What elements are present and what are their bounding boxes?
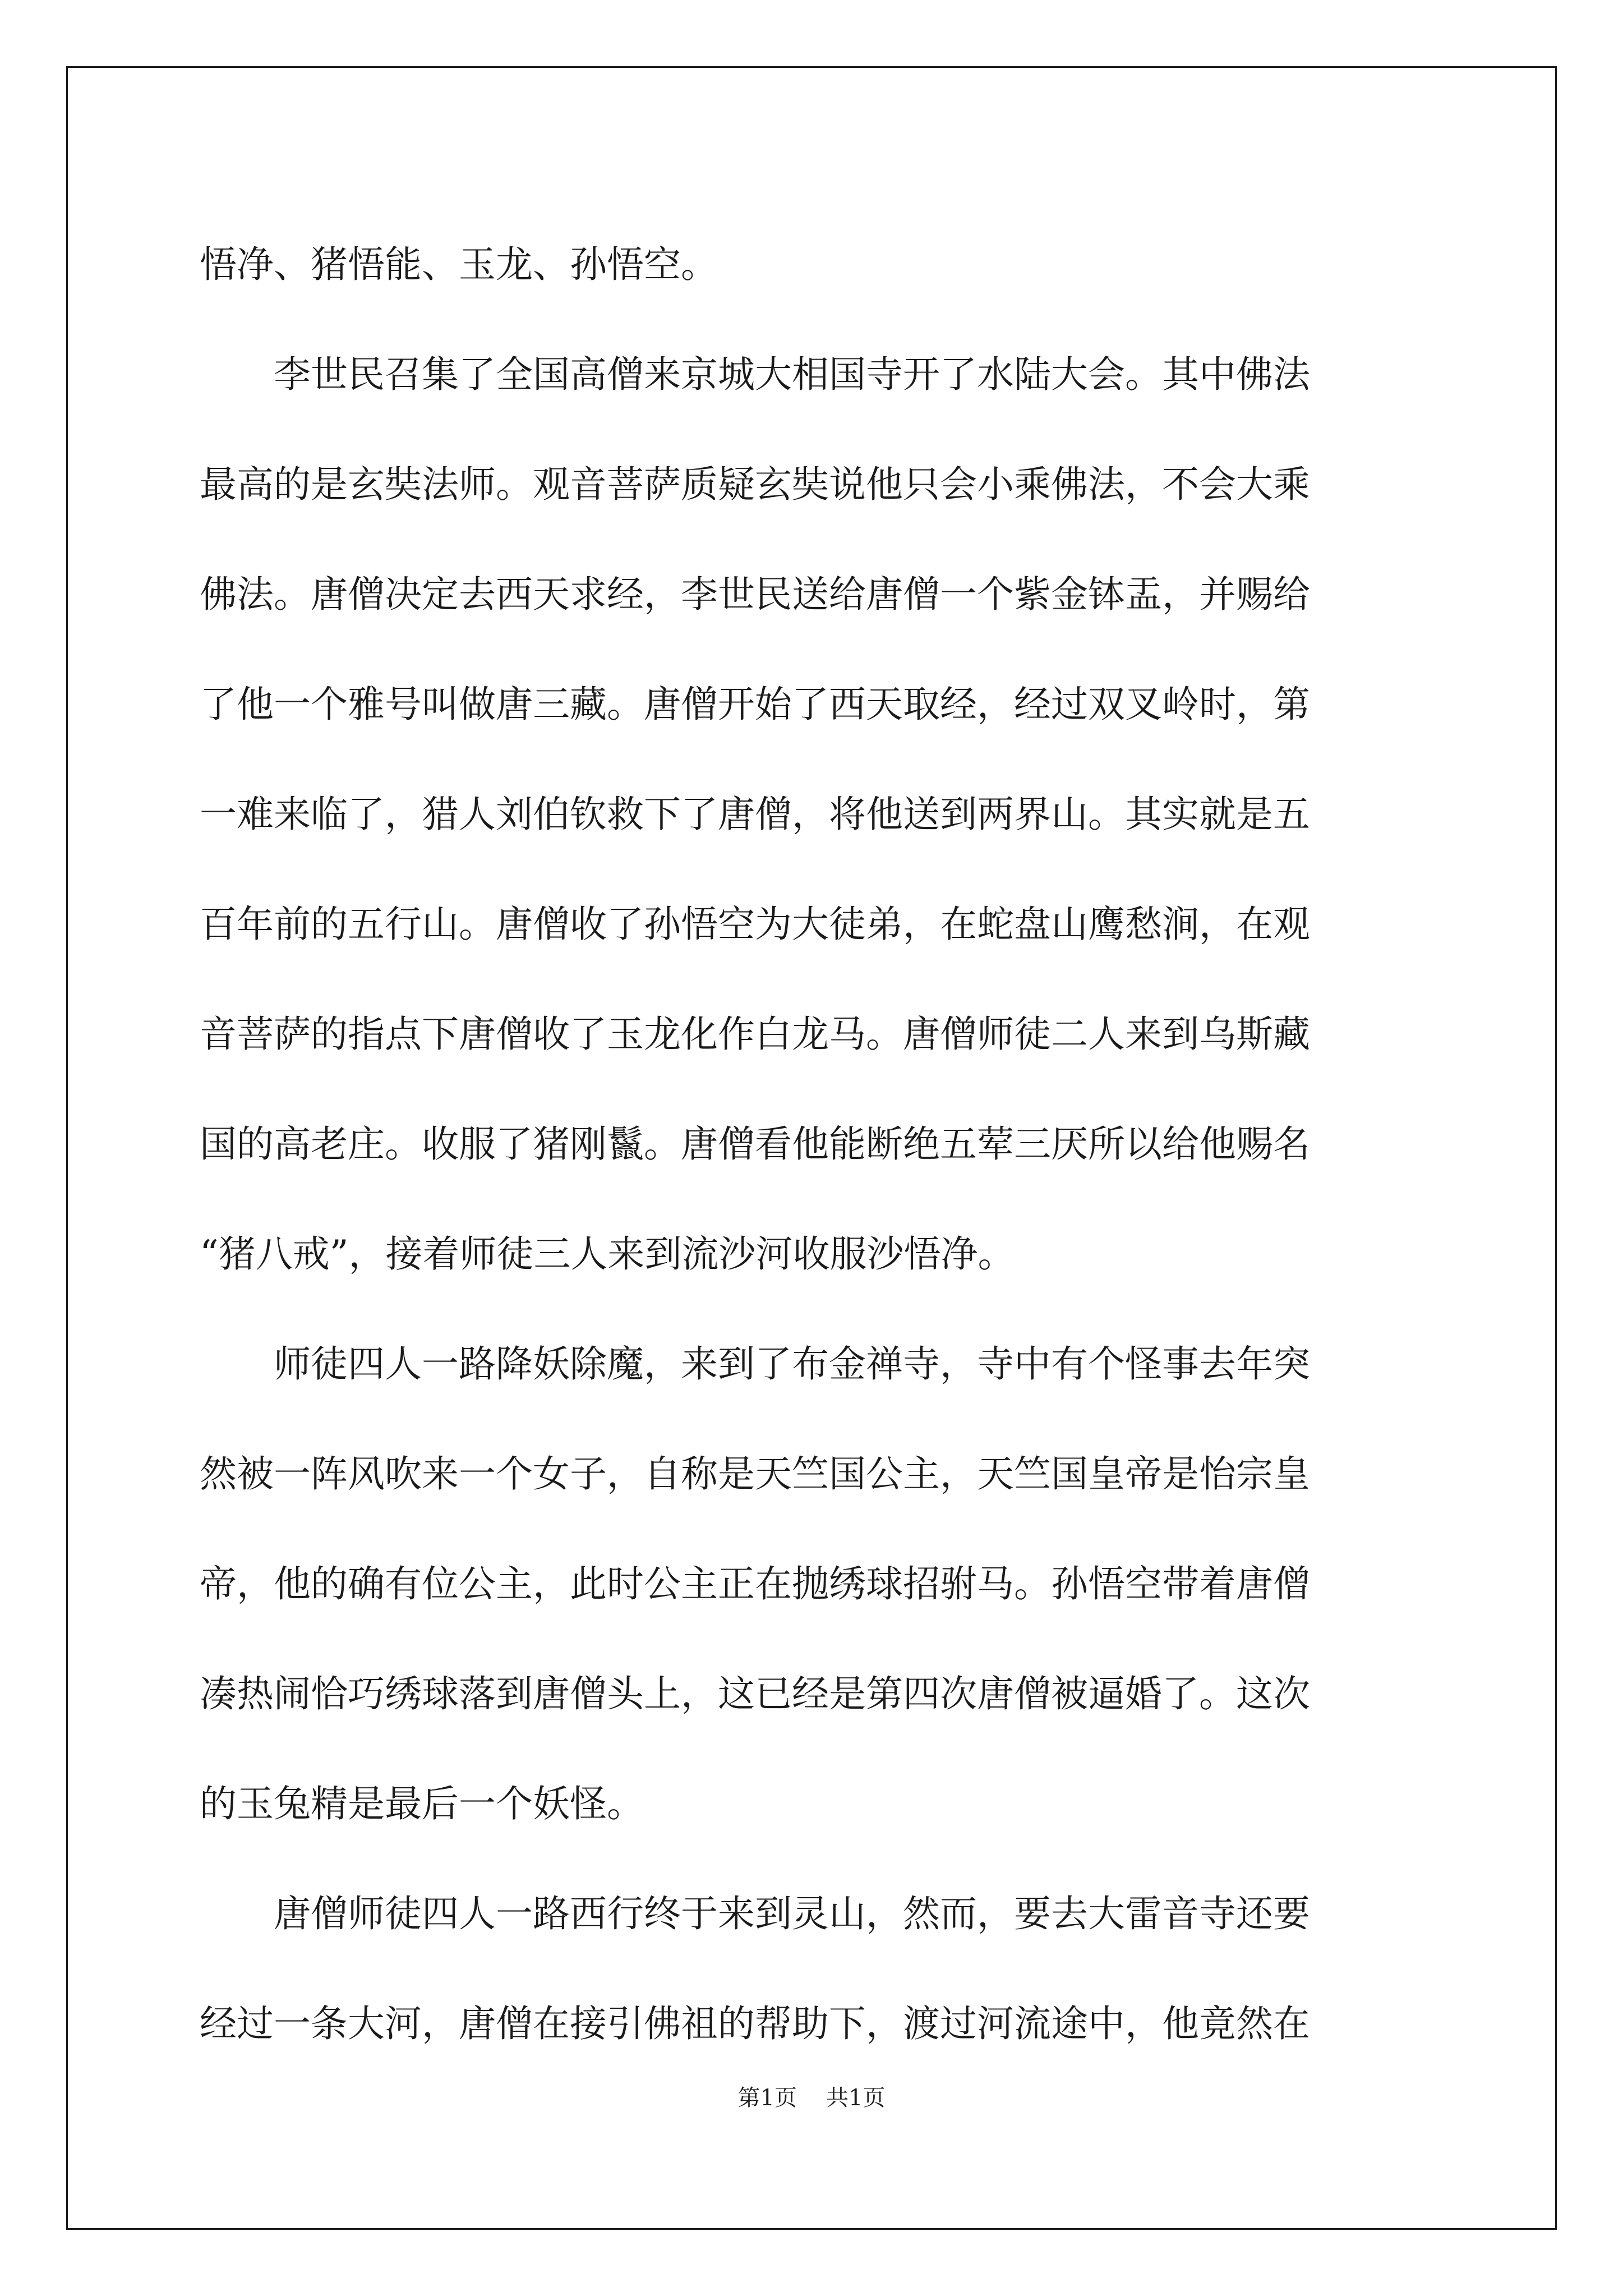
paragraph-start-line: 师徒四人一路降妖除魔，来到了布金禅寺，寺中有个怪事去年突 [274,1342,1310,1386]
text-line: 国的高老庄。收服了猪刚鬣。唐僧看他能断绝五荤三厌所以给他赐名 [200,1122,1310,1166]
page-footer [0,2080,1623,2112]
text-line: 凑热闹恰巧绣球落到唐僧头上，这已经是第四次唐僧被逼婚了。这次 [200,1672,1310,1715]
text-line: 然被一阵风吹来一个女子，自称是天竺国公主，天竺国皇帝是怡宗皇 [200,1452,1310,1496]
text-line: 一难来临了，猎人刘伯钦救下了唐僧，将他送到两界山。其实就是五 [200,793,1310,836]
paragraph-start-line: 李世民召集了全国高僧来京城大相国寺开了水陆大会。其中佛法 [274,353,1310,396]
text-line: 了他一个雅号叫做唐三藏。唐僧开始了西天取经，经过双叉岭时，第 [200,683,1310,726]
text-line: “猪八戒”，接着师徒三人来到流沙河收服沙悟净。 [200,1232,1015,1276]
text-line: 悟净、猪悟能、玉龙、孙悟空。 [200,243,718,286]
text-line: 音菩萨的指点下唐僧收了玉龙化作白龙马。唐僧师徒二人来到乌斯藏 [200,1013,1310,1056]
text-line: 佛法。唐僧决定去西天求经，李世民送给唐僧一个紫金钵盂，并赐给 [200,573,1310,616]
text-line: 的玉兔精是最后一个妖怪。 [200,1782,644,1825]
paragraph-start-line: 唐僧师徒四人一路西行终于来到灵山，然而，要去大雷音寺还要 [274,1892,1310,1935]
text-line: 帝，他的确有位公主，此时公主正在抛绣球招驸马。孙悟空带着唐僧 [200,1562,1310,1605]
text-line: 经过一条大河，唐僧在接引佛祖的帮助下，渡过河流途中，他竟然在 [200,2002,1310,2045]
page-total: 共1页 [826,2085,886,2111]
text-line: 最高的是玄奘法师。观音菩萨质疑玄奘说他只会小乘佛法，不会大乘 [200,463,1310,506]
document-body [200,210,1433,2079]
text-line: 百年前的五行山。唐僧收了孙悟空为大徒弟，在蛇盘山鹰愁涧，在观 [200,903,1310,946]
page-number: 第1页 [737,2085,797,2111]
